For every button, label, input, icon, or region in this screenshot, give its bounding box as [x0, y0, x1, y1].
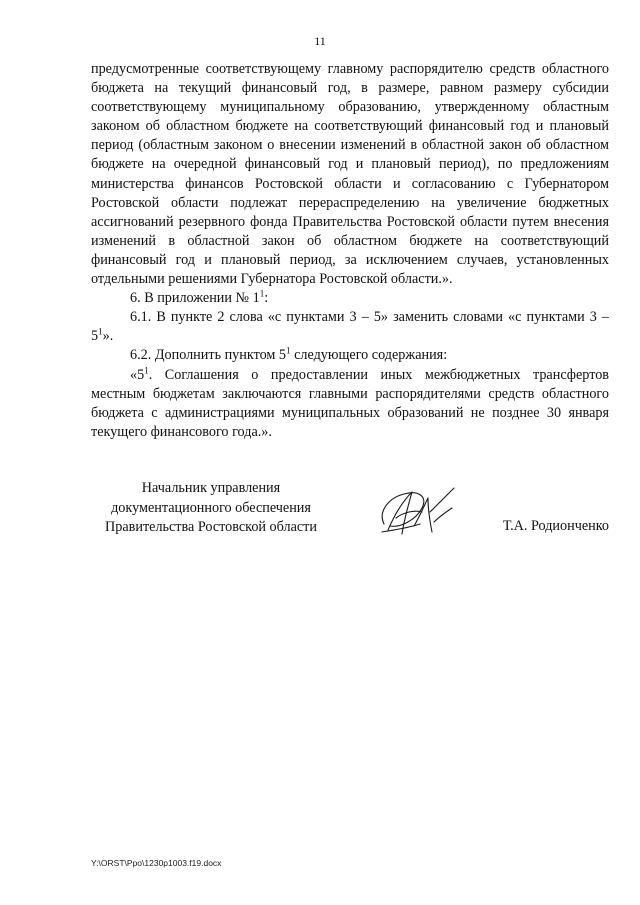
- paragraph-item-6: [91, 289, 609, 308]
- signatory-title-line: Правительства Ростовской области: [105, 519, 317, 536]
- signatory-title-line: Начальник управления: [141, 480, 281, 496]
- file-path: Y:\ORST\Ppo\1230p1003.f19.docx: [91, 858, 222, 868]
- document-body: [91, 60, 609, 442]
- superscript: 1: [98, 326, 103, 337]
- paragraph-item-6-2: [91, 346, 609, 365]
- paragraph-item-6-1: [91, 308, 609, 346]
- paragraph-text: 6. В приложении № 1: [130, 290, 260, 307]
- paragraph-continuation: [91, 60, 609, 289]
- signatory-title-line: документационного обеспечения: [111, 499, 311, 516]
- paragraph-text: следующего содержания:: [290, 347, 448, 364]
- paragraph-quoted-clause: [91, 366, 609, 442]
- page-number: 11: [314, 34, 326, 48]
- paragraph-text: предусмотренные соответствующему главному распорядителю средств областного бюджета на текущий финансовый год, в размере, равном размеру субсидии соответствующему муниципальному образованию, утвержденному областным законом об областном бюджете на соответствующий финансовый год и плановый период (областным законом о внесении изменений в областной закон об областном бюджете на очередной финансовый год и плановый период), по предложениям министерства финансов Ростовской области и согласованию с Губернатором Ростовской области подлежат перераспределению на увеличение бюджетных ассигнований резервного фонда Правительства Ростовской области путем внесения изменений в областной закон об областном бюджете на соответствующий финансовый год и плановый период, за исключением случаев, установленных отдельными решениями Губернатора Ростовской области.».: [91, 61, 609, 288]
- superscript: 1: [286, 345, 291, 356]
- paragraph-text: . Соглашения о предоставлении иных межбюджетных трансфертов местным бюджетам заключаются главными распорядителями средств областного бюджета с администрациями муниципальных образований не позднее 30 января текущего финансового года.».: [91, 366, 609, 440]
- superscript: 1: [259, 288, 265, 299]
- paragraph-text: «5: [130, 366, 145, 383]
- handwritten-signature: [374, 482, 464, 542]
- paragraph-text: 6.1. В пункте 2 слова «с пунктами 3 – 5» заменить словами «с пунктами 3 – 5: [91, 309, 609, 345]
- superscript: 1: [144, 364, 149, 375]
- paragraph-text: ».: [102, 328, 114, 345]
- signatory-name: Т.А. Родионченко: [502, 518, 609, 534]
- paragraph-text: 6.2. Дополнить пунктом 5: [130, 347, 287, 364]
- signatory-title: [91, 479, 331, 538]
- paragraph-text: :: [264, 290, 269, 307]
